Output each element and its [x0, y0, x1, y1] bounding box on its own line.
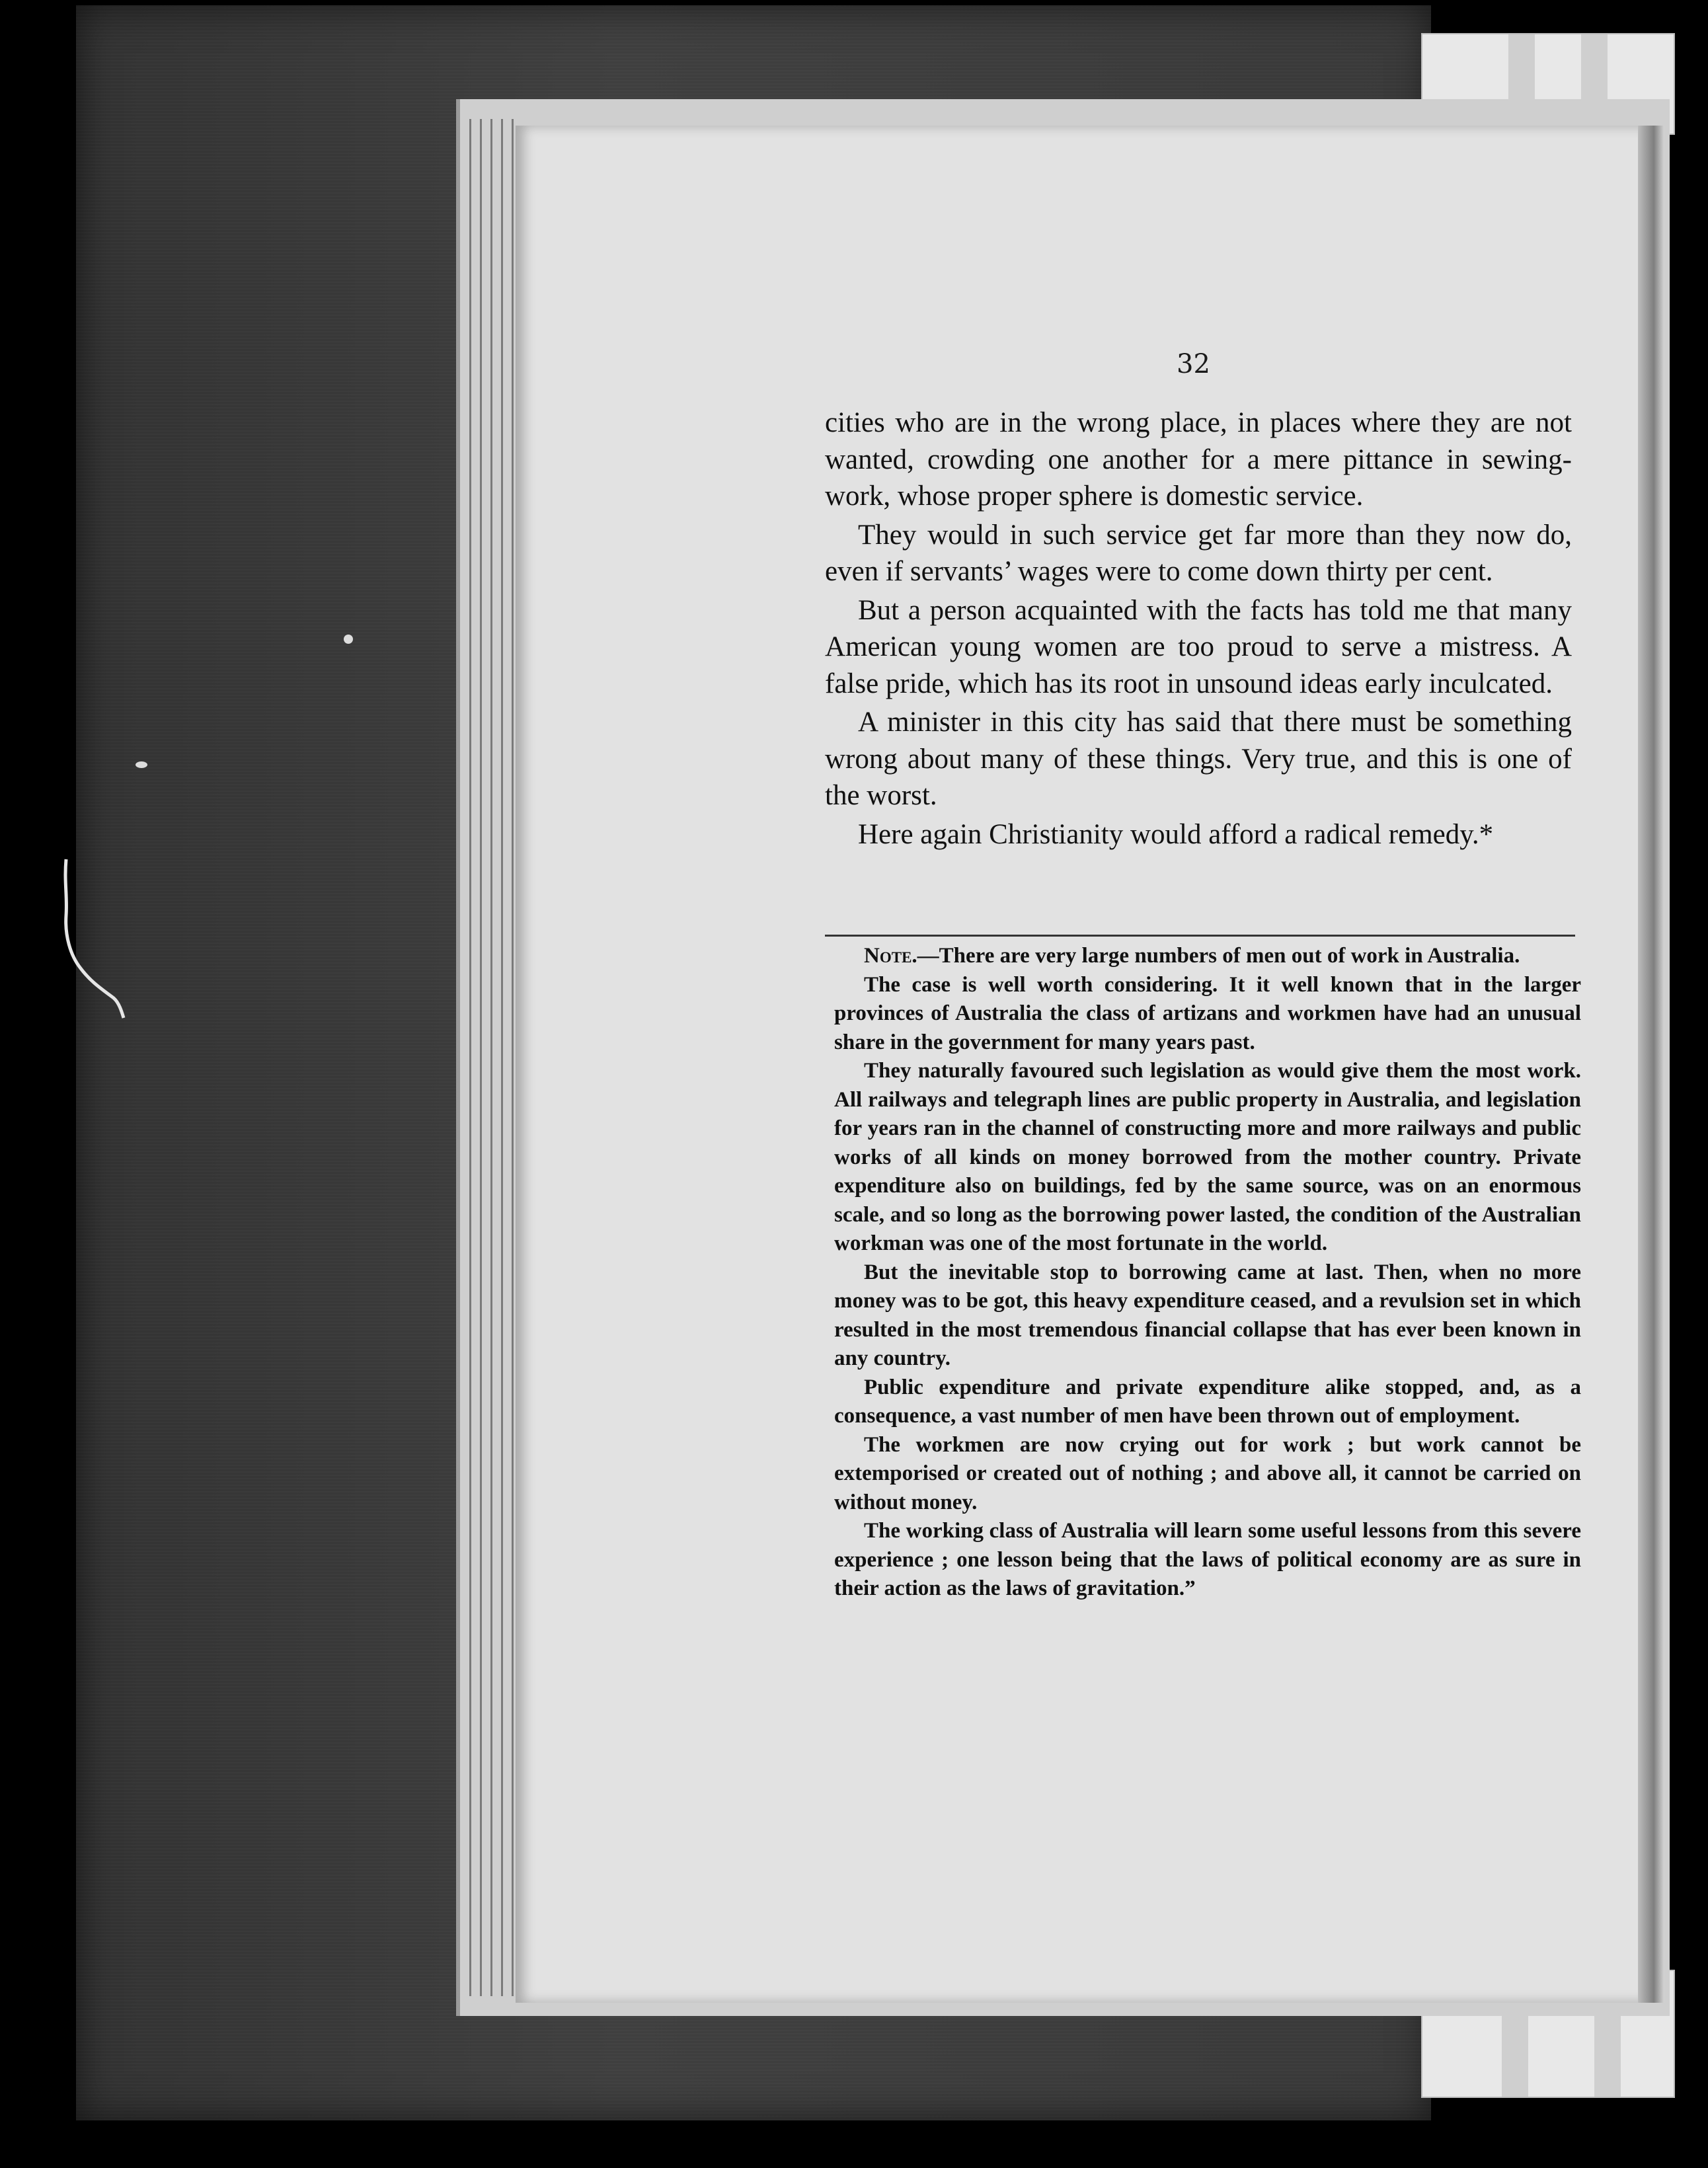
body-paragraph: They would in such service get far more than they now do, even if servants’ wages were to come down thirty per cent.: [825, 519, 1572, 587]
footnote-first-text: —There are very large numbers of men out of work in Australia.: [917, 944, 1520, 968]
body-paragraph: cities who are in the wrong place, in places where they are not wanted, crowding one another for a mere pittance in sewing-work, whose proper sphere is domestic service.: [825, 407, 1572, 512]
page-number: 32: [1177, 349, 1210, 379]
footnote-paragraph: The working class of Australia will learn some useful lessons from this severe experience ; one lesson being that the laws of political economy are as sure in their action as the laws of gravitation.”: [834, 1519, 1581, 1600]
footnote-paragraph: [834, 942, 1581, 971]
body-text: [825, 405, 1572, 855]
dust-speck: [136, 761, 147, 768]
body-paragraph: Here again Christianity would afford a radical remedy.*: [858, 818, 1494, 850]
book-gutter: [1638, 126, 1664, 2003]
string-mark: [61, 856, 127, 1021]
footnote-rule: [825, 935, 1575, 937]
body-paragraph: But a person acquainted with the facts has told me that many American young women are too proud to serve a mistress. A false pride, which has its root in unsound ideas early inculcated.: [825, 594, 1572, 699]
footnote-paragraph: The case is well worth considering. It it well known that in the larger provinces of Australia the class of artizans and workmen have had an unusual share in the government for many years past.: [834, 972, 1581, 1054]
body-paragraph: A minister in this city has said that there must be something wrong about many of these things. Very true, and this is one of the worst.: [825, 707, 1572, 811]
footnote-paragraph: The workmen are now crying out for work ; but work cannot be extemporised or created out of nothing ; and above all, it cannot be carried on without money.: [834, 1432, 1581, 1514]
footnote: [834, 942, 1581, 1604]
footnote-paragraph: Public expenditure and private expenditure alike stopped, and, as a consequence, a vast number of men have been thrown out of employment.: [834, 1375, 1581, 1428]
footnote-paragraph: They naturally favoured such legislation as would give them the most work. All railways and telegraph lines are public property in Australia, and legislation for years ran in the channel of constructing more and more railways and public works of all kinds on money borrowed from the mother country. Private expenditure also on buildings, fed by the same source, was on an enormous scale, and so long as the borrowing power lasted, the condition of the Australian workman was one of the most fortunate in the world.: [834, 1059, 1581, 1255]
dust-speck: [344, 635, 353, 644]
footnote-label: Note.: [864, 944, 917, 968]
footnote-paragraph: But the inevitable stop to borrowing came at last. Then, when no more money was to be got, this heavy expenditure ceased, and a revulsion set in which resulted in the most tremendous financial collapse that has ever been known in any country.: [834, 1260, 1581, 1370]
